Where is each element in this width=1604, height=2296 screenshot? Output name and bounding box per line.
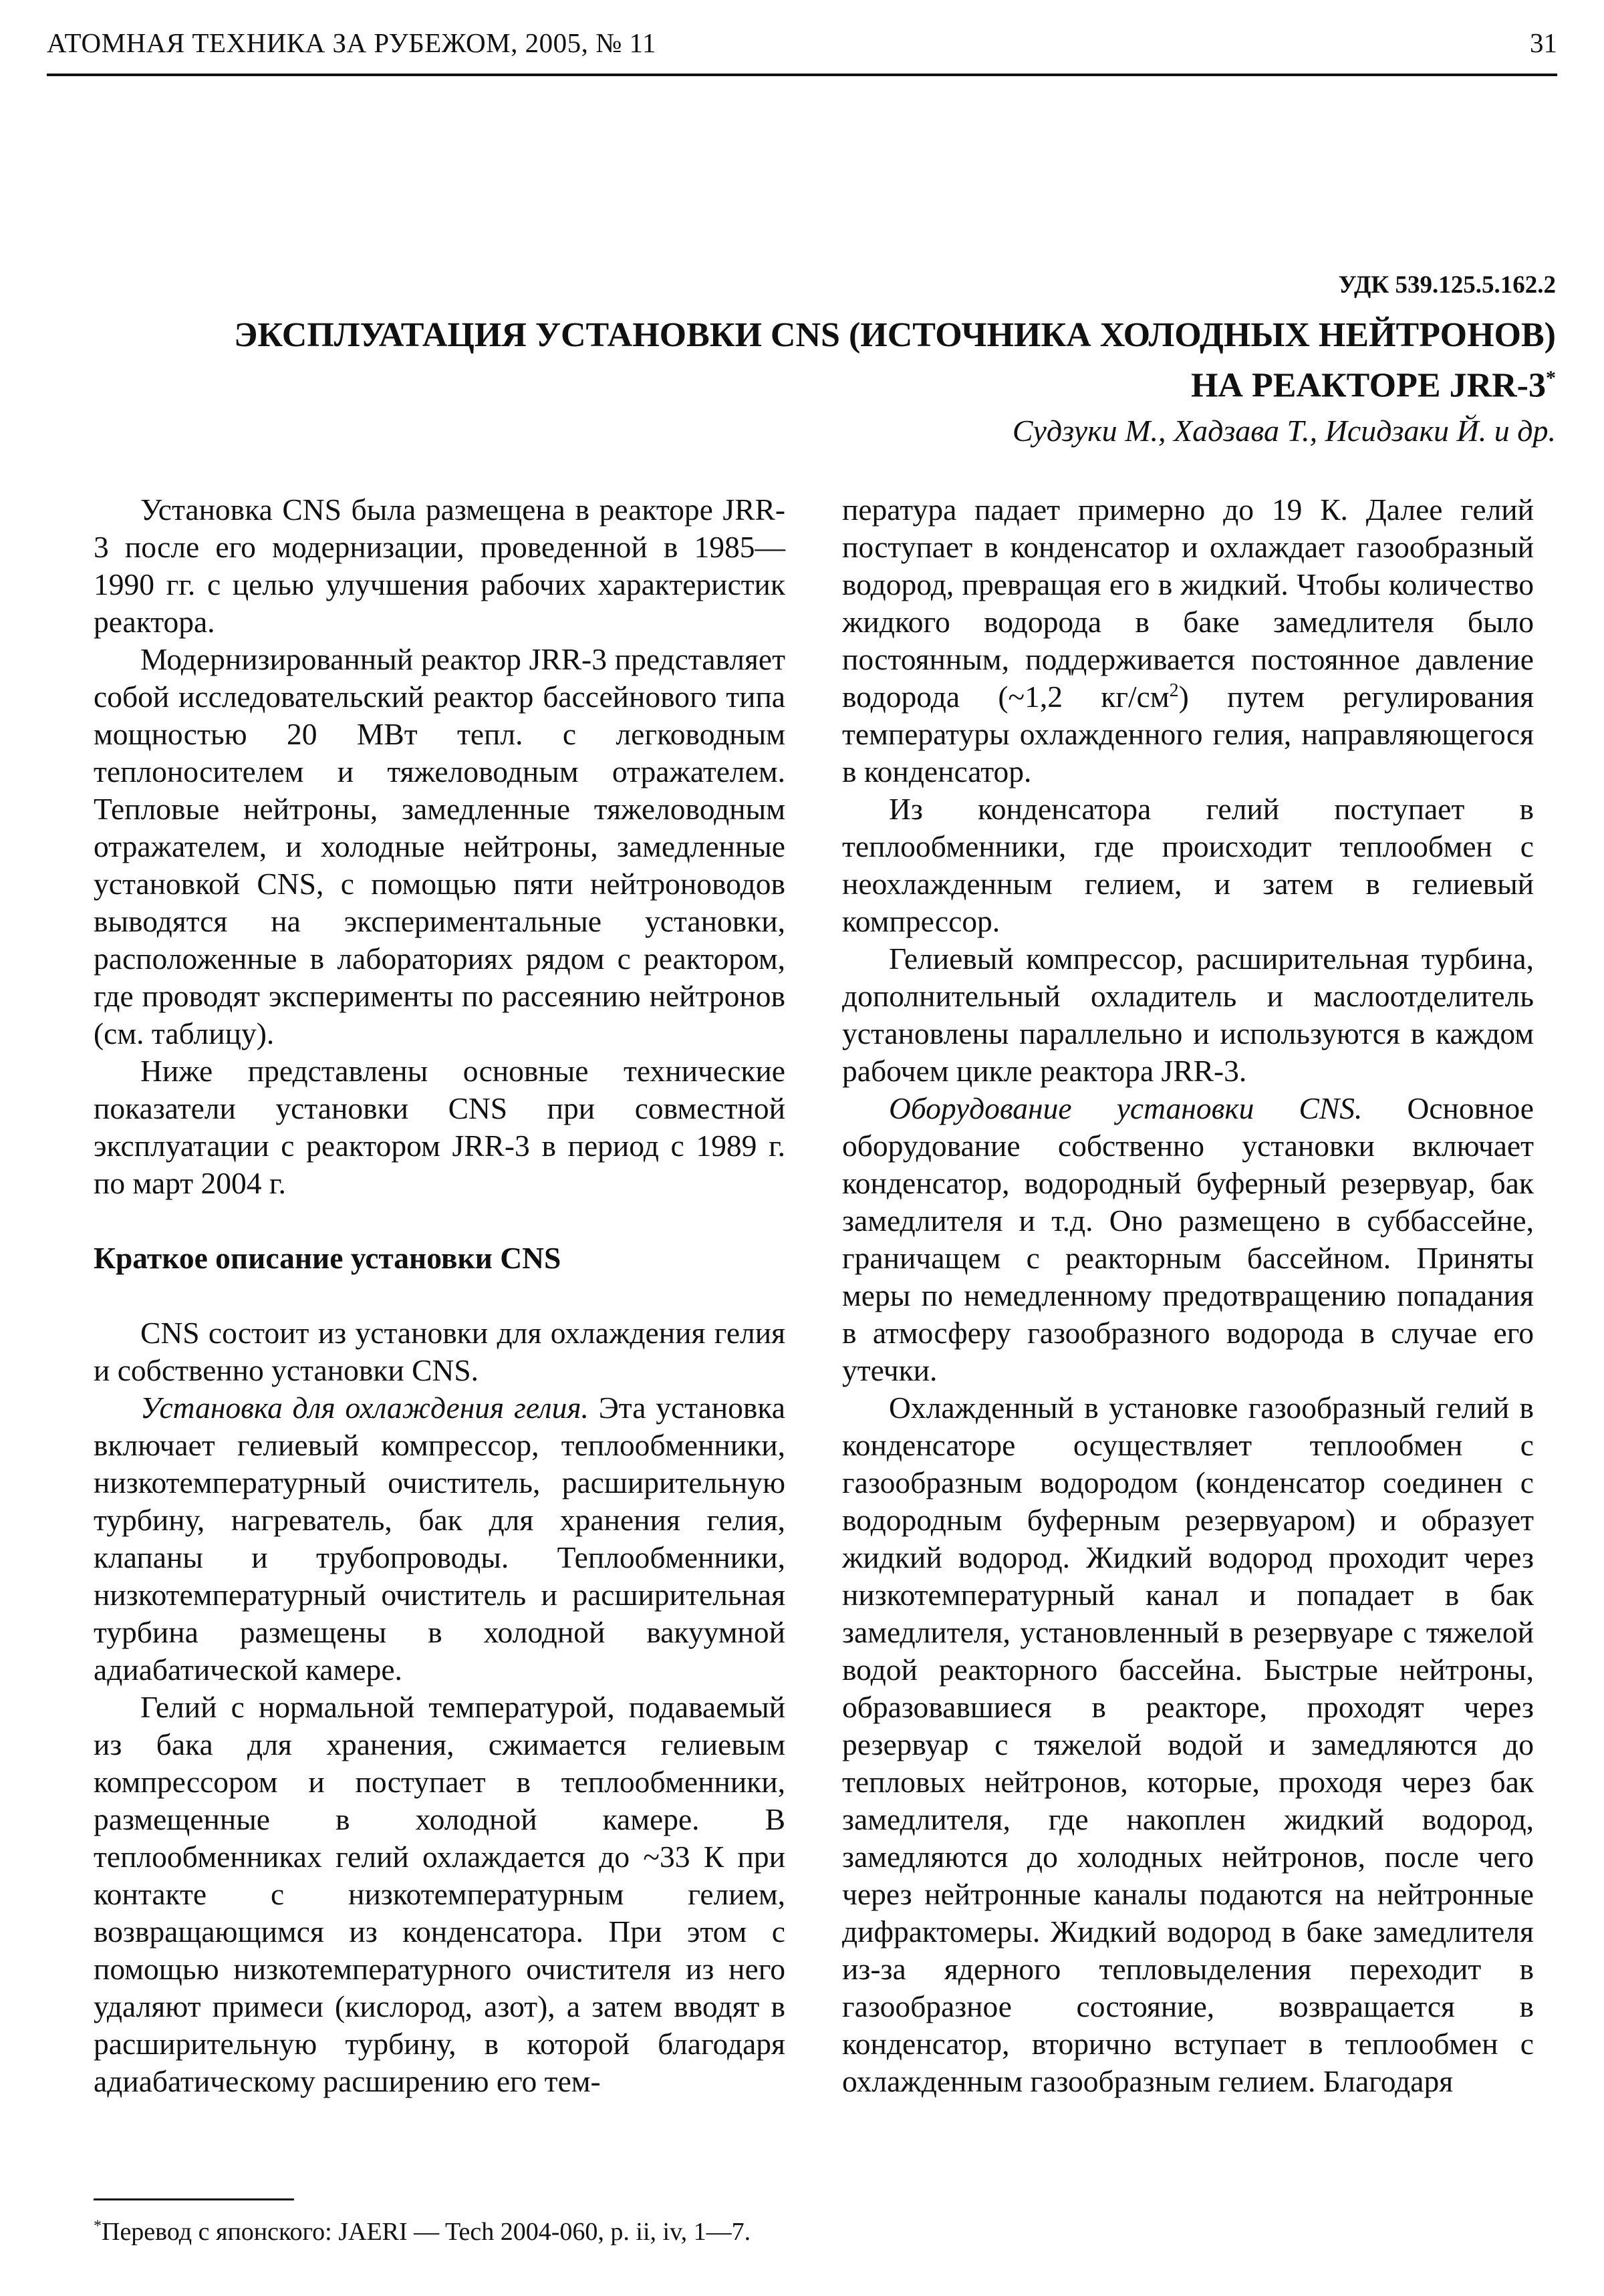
running-header (47, 27, 1557, 67)
journal-running-title: АТОМНАЯ ТЕХНИКА ЗА РУБЕЖОМ, 2005, № 11 (47, 27, 656, 58)
right-column (842, 491, 1534, 2100)
paragraph: Ниже представлены основные технические показатели установки CNS при совместной эксплуатации с реактором JRR-3 в период с 1989 г. по март 2004 г. (94, 1054, 785, 1200)
title-footnote-mark: * (1546, 367, 1556, 389)
paragraph-text: пература падает примерно до 19 К. Далее гелий поступает в конденсатор и охлаждает газообразный водород, превращая его в жидкий. Чтобы количество жидкого водорода в баке замедлителя было постоянным, поддерживается постоянное давление водорода (~1,2 кг/см (842, 492, 1534, 714)
footnote-text: Перевод с японского: JAERI — Tech 2004-060, p. ii, iv, 1—7. (102, 2218, 751, 2246)
paragraph: Гелиевый компрессор, расширительная турбина, дополнительный охладитель и маслоотделитель установлены параллельно и используются в каждом рабочем цикле реактора JRR-3. (842, 942, 1534, 1088)
article-title-line-2 (152, 357, 1556, 407)
udk-code: УДК 539.125.5.162.2 (1338, 271, 1556, 299)
article-title-line-1: ЭКСПЛУАТАЦИЯ УСТАНОВКИ CNS (ИСТОЧНИКА ХОЛОДНЫХ НЕЙТРОНОВ) (234, 316, 1556, 354)
paragraph-text: ) путем регулирования температуры охлажденного гелия, направляющегося в конденсатор. (842, 680, 1534, 788)
run-in-heading: Оборудование установки CNS. (889, 1091, 1363, 1125)
paragraph-text: Основное оборудование собственно установки включает конденсатор, водородный буферный резервуар, бак замедлителя и т.д. Оно размещено в суббассейне, граничащем с реакторным бассейном. Приняты меры по немедленному предотвращению попадания в атмосферу газообразного водорода в случае его утечки. (842, 1091, 1534, 1387)
page-number: 31 (1530, 27, 1557, 58)
paragraph: CNS состоит из установки для охлаждения гелия и собственно установки CNS. (94, 1316, 785, 1387)
paragraph (842, 491, 1534, 791)
spacer (94, 1202, 785, 1240)
article-title-line-2-text: НА РЕАКТОРЕ JRR-3 (1190, 366, 1546, 405)
paragraph-text: Эта установка включает гелиевый компрессор, теплообменники, низкотемпературный очиститель, расширительную турбину, нагреватель, бак для хранения гелия, клапаны и трубопроводы. Теплообменники, низкотемпературный очиститель и расширительная турбина размещены в холодной вакуумной адиабатической камере. (94, 1391, 785, 1687)
paragraph (94, 1389, 785, 1689)
paragraph: Установка CNS была размещена в реакторе JRR-3 после его модернизации, проведенной в 1985—1990 гг. с целью улучшения рабочих характеристик реактора. (94, 492, 785, 639)
footnote (94, 2217, 751, 2247)
paragraph: Из конденсатора гелий поступает в теплообменники, где происходит теплообмен с неохлажденным гелием, и затем в гелиевый компрессор. (842, 792, 1534, 938)
article-title (152, 314, 1556, 407)
header-rule (47, 74, 1557, 76)
paragraph: Модернизированный реактор JRR-3 представляет собой исследовательский реактор бассейнового типа мощностью 20 МВт тепл. с легководным теплоносителем и тяжеловодным отражателем. Тепловые нейтроны, замедленные тяжеловодным отражателем, и холодные нейтроны, замедленные установкой CNS, с помощью пяти нейтроноводов выводятся на экспериментальные установки, расположенные в лабораториях рядом с реактором, где проводят эксперименты по рассеянию нейтронов (см. таблицу). (94, 642, 785, 1050)
paragraph (842, 1090, 1534, 1389)
section-heading: Краткое описание установки CNS (94, 1241, 561, 1275)
superscript: 2 (1169, 680, 1179, 701)
paragraph: Охлажденный в установке газообразный гелий в конденсаторе осуществляет теплообмен с газообразным водородом (конденсатор соединен с водородным буферным резервуаром) и образует жидкий водород. Жидкий водород проходит через низкотемпературный канал и попадает в бак замедлителя, установленный в резервуаре с тяжелой водой реакторного бассейна. Быстрые нейтроны, образовавшиеся в реакторе, проходят через резервуар с тяжелой водой и замедляются до тепловых нейтронов, которые, проходя через бак замедлителя, где накоплен жидкий водород, замедляются до холодных нейтронов, после чего через нейтронные каналы подаются на нейтронные дифрактомеры. Жидкий водород в баке замедлителя из-за ядерного тепловыделения переходит в газообразное состояние, возвращается в конденсатор, вторично вступает в теплообмен с охлажденным газообразным гелием. Благодаря (842, 1391, 1534, 2098)
footnote-rule (94, 2198, 294, 2200)
paragraph: Гелий с нормальной температурой, подаваемый из бака для хранения, сжимается гелиевым компрессором и поступает в теплообменники, размещенные в холодной камере. В теплообменниках гелий охлаждается до ~33 К при контакте с низкотемпературным гелием, возвращающимся из конденсатора. При этом с помощью низкотемпературного очистителя из него удаляют примеси (кислород, азот), а затем вводят в расширительную турбину, в которой благодаря адиабатическому расширению его тем- (94, 1690, 785, 2098)
left-column (94, 491, 785, 2100)
footnote-mark: * (94, 2217, 102, 2235)
spacer (94, 1277, 785, 1314)
article-authors: Судзуки М., Хадзава Т., Исидзаки Й. и др. (1012, 414, 1556, 448)
run-in-heading: Установка для охлаждения гелия. (140, 1391, 589, 1425)
